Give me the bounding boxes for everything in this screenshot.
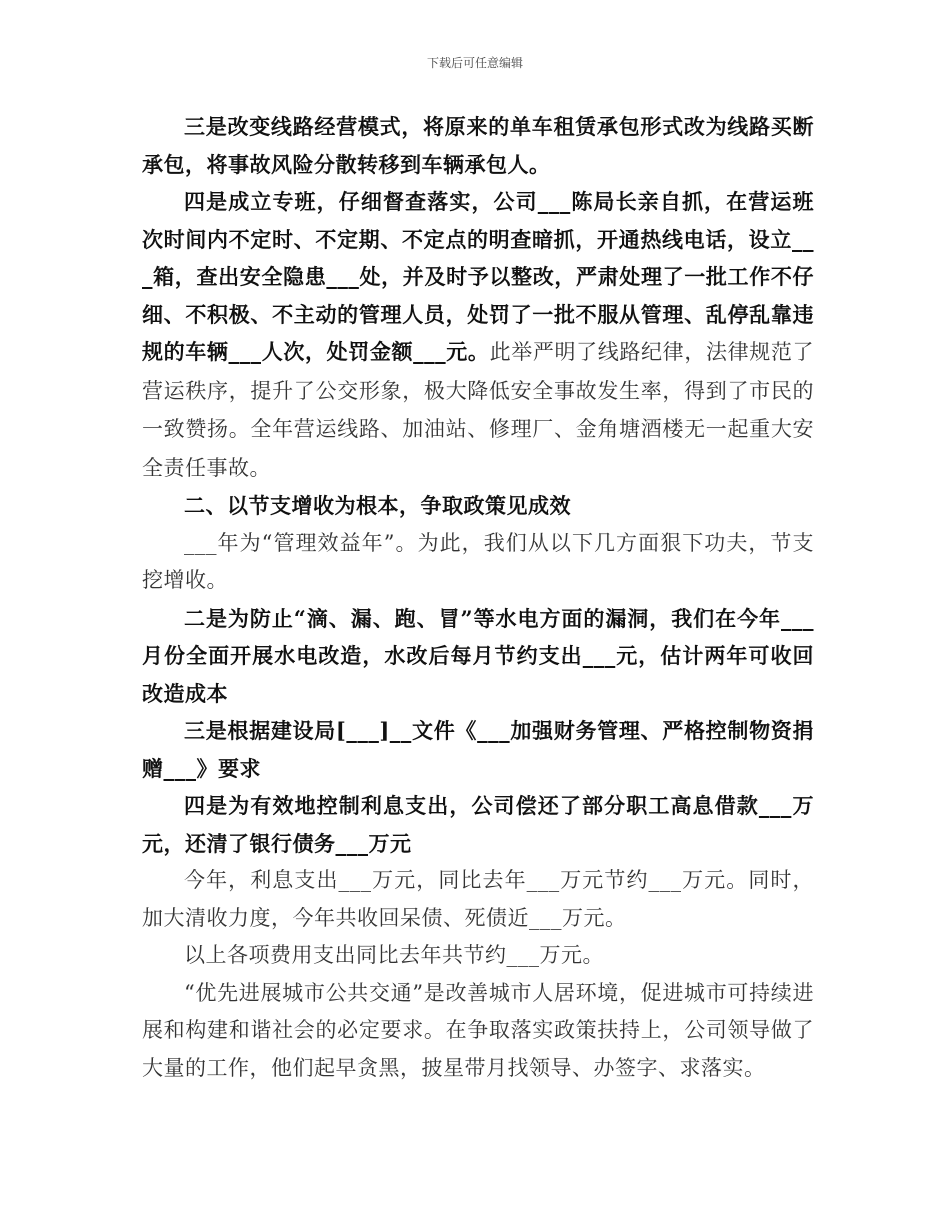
page-header: 下载后可任意编辑	[426, 56, 523, 70]
paragraph-text: “优先进展城市公共交通”是改善城市人居环境，促进城市可持续进展和构建和谐社会的必定要求。在争取落实政策扶持上，公司领导做了大量的工作，他们起早贪黑，披星带月找领导、办签字、求落实。	[142, 980, 814, 1080]
paragraph-text: 三是改变线路经营模式，将原来的单车租赁承包形式改为线路买断承包，将事故风险分散转移到车辆承包人。	[142, 114, 814, 177]
section-heading-cost-saving	[142, 487, 814, 525]
paragraph-supervision	[142, 183, 814, 487]
paragraph-public-transport	[142, 975, 814, 1088]
paragraph-text: 四是为有效地控制利息支出，公司偿还了部分职工高息借款___万元，还清了银行债务___万元	[142, 793, 814, 856]
paragraph-water-electric	[142, 600, 814, 713]
paragraph-management-year	[142, 525, 814, 600]
document-body	[142, 108, 814, 1087]
paragraph-text: 以上各项费用支出同比去年共节约___万元。	[184, 943, 604, 967]
paragraph-text: 今年，利息支出___万元，同比去年___万元节约___万元。同时，加大清收力度，今年共收回呆债、死债近___万元。	[142, 868, 814, 930]
paragraph-text: 二是为防止“滴、漏、跑、冒”等水电方面的漏洞，我们在今年___月份全面开展水电改造，水改后每月节约支出___元，估计两年可收回改造成本	[142, 605, 814, 706]
paragraph-text: 三是根据建设局[___]__文件《___加强财务管理、严格控制物资捐赠___》要求	[142, 718, 814, 781]
paragraph-text: 四是成立专班，仔细督查落实，公司___陈局长亲自抓，在营运班次时间内不定时、不定期、不定点的明查暗抓，开通热线电话，设立___箱，查出安全隐患___处，并及时予以整改，严肃处理了一批工作不仔细、不积极、不主动的管理人员，处罚了一批不服从管理、乱停乱靠违规的车辆___人次，处罚金额___元。	[142, 189, 814, 364]
paragraph-text: ___年为“管理效益年”。为此，我们从以下几方面狠下功夫，节支挖增收。	[142, 530, 814, 592]
paragraph-interest-expense	[142, 862, 814, 937]
paragraph-construction-bureau	[142, 712, 814, 787]
paragraph-text-continuation: 此举严明了线路纪律，法律规范了营运秩序，提升了公交形象，极大降低安全事故发生率，得到了市民的一致赞扬。全年营运线路、加油站、修理厂、金角塘酒楼无一起重大安全责任事故。	[142, 340, 815, 480]
paragraph-total-savings	[142, 937, 814, 975]
paragraph-route-model	[142, 108, 814, 183]
section-heading-text: 二、以节支增收为根本，争取政策见成效	[184, 493, 571, 518]
paragraph-interest-control	[142, 787, 814, 862]
